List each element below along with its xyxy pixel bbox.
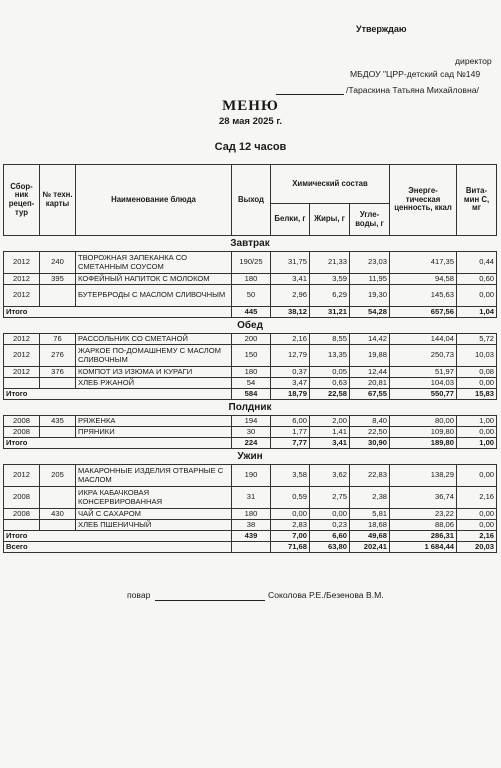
- fat-cell: 2,00: [310, 416, 350, 427]
- total-carbs: 49,68: [350, 531, 390, 542]
- dish-name-cell: РЯЖЕНКА: [76, 416, 232, 427]
- vitamin-cell: 0,44: [457, 252, 497, 274]
- organization-name: МБДОУ "ЦРР-детский сад №149: [350, 69, 481, 79]
- card-cell: [40, 520, 76, 531]
- table-row: [4, 509, 497, 520]
- dish-name-cell: ПРЯНИКИ: [76, 427, 232, 438]
- total-protein: 18,79: [271, 389, 310, 400]
- total-vitamin: 2,16: [457, 531, 497, 542]
- fat-cell: 2,75: [310, 487, 350, 509]
- total-carbs: 67,55: [350, 389, 390, 400]
- output-cell: 190/25: [232, 252, 271, 274]
- menu-body: [4, 236, 497, 553]
- total-row: [4, 389, 497, 400]
- collection-cell: 2008: [4, 416, 40, 427]
- vitamin-cell: 0,00: [457, 520, 497, 531]
- menu-table: [3, 164, 497, 553]
- total-carbs: 30,90: [350, 438, 390, 449]
- collection-cell: [4, 378, 40, 389]
- total-vitamin: 20,03: [457, 542, 497, 553]
- protein-cell: 12,79: [271, 345, 310, 367]
- card-cell: 430: [40, 509, 76, 520]
- vitamin-cell: 10,03: [457, 345, 497, 367]
- col-header-carbs: Угле-воды, г: [350, 204, 390, 236]
- card-cell: 205: [40, 465, 76, 487]
- energy-cell: 145,63: [390, 285, 457, 307]
- carbs-cell: 11,95: [350, 274, 390, 285]
- total-blank: [76, 542, 232, 553]
- energy-cell: 417,35: [390, 252, 457, 274]
- table-row: [4, 416, 497, 427]
- table-row: [4, 520, 497, 531]
- total-protein: 7,77: [271, 438, 310, 449]
- total-vitamin: 1,04: [457, 307, 497, 318]
- total-carbs: 54,28: [350, 307, 390, 318]
- total-label: Всего: [4, 542, 40, 553]
- collection-cell: 2012: [4, 334, 40, 345]
- total-energy: 550,77: [390, 389, 457, 400]
- vitamin-cell: 0,60: [457, 274, 497, 285]
- dish-name-cell: ЖАРКОЕ ПО-ДОМАШНЕМУ С МАСЛОМ СЛИВОЧНЫМ: [76, 345, 232, 367]
- section-row: [4, 318, 497, 334]
- total-row: [4, 307, 497, 318]
- carbs-cell: 22,83: [350, 465, 390, 487]
- col-header-fat: Жиры, г: [310, 204, 350, 236]
- total-energy: 657,56: [390, 307, 457, 318]
- protein-cell: 0,37: [271, 367, 310, 378]
- section-title: Ужин: [4, 449, 497, 465]
- total-label: Итого: [4, 531, 40, 542]
- col-header-protein: Белки, г: [271, 204, 310, 236]
- total-blank: [76, 389, 232, 400]
- collection-cell: 2012: [4, 367, 40, 378]
- grand-total-row: [4, 542, 497, 553]
- energy-cell: 144,04: [390, 334, 457, 345]
- protein-cell: 2,16: [271, 334, 310, 345]
- dish-name-cell: ХЛЕБ ПШЕНИЧНЫЙ: [76, 520, 232, 531]
- output-cell: 30: [232, 427, 271, 438]
- total-protein: 38,12: [271, 307, 310, 318]
- carbs-cell: 23,03: [350, 252, 390, 274]
- section-title: Обед: [4, 318, 497, 334]
- col-header-energy: Энерге-тическая ценность, ккал: [390, 165, 457, 236]
- output-cell: 180: [232, 509, 271, 520]
- total-fat: 63,80: [310, 542, 350, 553]
- total-vitamin: 1,00: [457, 438, 497, 449]
- card-cell: 376: [40, 367, 76, 378]
- dish-name-cell: КОМПОТ ИЗ ИЗЮМА И КУРАГИ: [76, 367, 232, 378]
- card-cell: [40, 427, 76, 438]
- vitamin-cell: 0,00: [457, 285, 497, 307]
- section-row: [4, 400, 497, 416]
- table-row: [4, 285, 497, 307]
- fat-cell: 6,29: [310, 285, 350, 307]
- output-cell: 150: [232, 345, 271, 367]
- output-cell: 200: [232, 334, 271, 345]
- collection-cell: 2012: [4, 345, 40, 367]
- fat-cell: 13,35: [310, 345, 350, 367]
- total-row: [4, 531, 497, 542]
- protein-cell: 31,75: [271, 252, 310, 274]
- output-cell: 194: [232, 416, 271, 427]
- cook-signature-line: [155, 600, 265, 601]
- total-blank: [40, 542, 76, 553]
- cook-label: повар: [127, 590, 151, 600]
- carbs-cell: 12,44: [350, 367, 390, 378]
- energy-cell: 94,58: [390, 274, 457, 285]
- output-cell: 180: [232, 367, 271, 378]
- dish-name-cell: РАССОЛЬНИК СО СМЕТАНОЙ: [76, 334, 232, 345]
- dish-name-cell: ХЛЕБ РЖАНОЙ: [76, 378, 232, 389]
- table-row: [4, 367, 497, 378]
- carbs-cell: 8,40: [350, 416, 390, 427]
- total-row: [4, 438, 497, 449]
- fat-cell: 1,41: [310, 427, 350, 438]
- section-row: [4, 449, 497, 465]
- fat-cell: 0,00: [310, 509, 350, 520]
- fat-cell: 0,23: [310, 520, 350, 531]
- protein-cell: 6,00: [271, 416, 310, 427]
- vitamin-cell: 0,00: [457, 427, 497, 438]
- card-cell: [40, 285, 76, 307]
- protein-cell: 0,00: [271, 509, 310, 520]
- card-cell: 240: [40, 252, 76, 274]
- total-label: Итого: [4, 438, 40, 449]
- table-row: [4, 378, 497, 389]
- energy-cell: 138,29: [390, 465, 457, 487]
- total-label: Итого: [4, 389, 40, 400]
- col-header-dish: Наименование блюда: [76, 165, 232, 236]
- col-header-output: Выход: [232, 165, 271, 236]
- total-fat: 22,58: [310, 389, 350, 400]
- menu-subtitle: Сад 12 часов: [214, 141, 287, 153]
- total-output: 584: [232, 389, 271, 400]
- fat-cell: 21,33: [310, 252, 350, 274]
- total-protein: 7,00: [271, 531, 310, 542]
- approve-label: Утверждаю: [356, 24, 407, 34]
- protein-cell: 3,47: [271, 378, 310, 389]
- collection-cell: 2012: [4, 274, 40, 285]
- fat-cell: 8,55: [310, 334, 350, 345]
- protein-cell: 0,59: [271, 487, 310, 509]
- total-protein: 71,68: [271, 542, 310, 553]
- collection-cell: 2012: [4, 252, 40, 274]
- carbs-cell: 18,68: [350, 520, 390, 531]
- total-output: 445: [232, 307, 271, 318]
- carbs-cell: 5,81: [350, 509, 390, 520]
- dish-name-cell: ЧАЙ С САХАРОМ: [76, 509, 232, 520]
- output-cell: 190: [232, 465, 271, 487]
- dish-name-cell: БУТЕРБРОДЫ С МАСЛОМ СЛИВОЧНЫМ: [76, 285, 232, 307]
- table-row: [4, 345, 497, 367]
- collection-cell: [4, 520, 40, 531]
- fat-cell: 3,59: [310, 274, 350, 285]
- carbs-cell: 14,42: [350, 334, 390, 345]
- cook-names: Соколова Р.Е./Безенова В.М.: [268, 590, 384, 600]
- protein-cell: 3,41: [271, 274, 310, 285]
- col-header-chemical: Химический состав: [271, 165, 390, 204]
- output-cell: 54: [232, 378, 271, 389]
- director-label: директор: [455, 56, 492, 66]
- total-blank: [40, 389, 76, 400]
- carbs-cell: 20,81: [350, 378, 390, 389]
- total-energy: 1 684,44: [390, 542, 457, 553]
- total-output: 224: [232, 438, 271, 449]
- output-cell: 180: [232, 274, 271, 285]
- vitamin-cell: 0,00: [457, 465, 497, 487]
- total-blank: [40, 531, 76, 542]
- collection-cell: 2008: [4, 427, 40, 438]
- protein-cell: 3,58: [271, 465, 310, 487]
- total-blank: [76, 307, 232, 318]
- menu-date: 28 мая 2025 г.: [219, 116, 282, 127]
- dish-name-cell: КОФЕЙНЫЙ НАПИТОК С МОЛОКОМ: [76, 274, 232, 285]
- section-title: Завтрак: [4, 236, 497, 252]
- collection-cell: 2008: [4, 487, 40, 509]
- output-cell: 38: [232, 520, 271, 531]
- page-title: МЕНЮ: [222, 98, 279, 114]
- col-header-collection: Сбор-ник рецеп-тур: [4, 165, 40, 236]
- total-blank: [40, 307, 76, 318]
- fat-cell: 0,63: [310, 378, 350, 389]
- total-output: 439: [232, 531, 271, 542]
- energy-cell: 51,97: [390, 367, 457, 378]
- section-title: Полдник: [4, 400, 497, 416]
- col-header-card: № техн. карты: [40, 165, 76, 236]
- total-fat: 3,41: [310, 438, 350, 449]
- card-cell: 76: [40, 334, 76, 345]
- collection-cell: 2008: [4, 509, 40, 520]
- dish-name-cell: ИКРА КАБАЧКОВАЯ КОНСЕРВИРОВАННАЯ: [76, 487, 232, 509]
- output-cell: 31: [232, 487, 271, 509]
- table-row: [4, 487, 497, 509]
- total-energy: 286,31: [390, 531, 457, 542]
- vitamin-cell: 5,72: [457, 334, 497, 345]
- energy-cell: 36,74: [390, 487, 457, 509]
- protein-cell: 2,96: [271, 285, 310, 307]
- total-vitamin: 15,83: [457, 389, 497, 400]
- card-cell: [40, 487, 76, 509]
- total-fat: 6,60: [310, 531, 350, 542]
- carbs-cell: 19,30: [350, 285, 390, 307]
- total-blank: [40, 438, 76, 449]
- energy-cell: 23,22: [390, 509, 457, 520]
- energy-cell: 109,80: [390, 427, 457, 438]
- vitamin-cell: 0,08: [457, 367, 497, 378]
- total-carbs: 202,41: [350, 542, 390, 553]
- col-header-vitamin: Вита-мин С, мг: [457, 165, 497, 236]
- signatory-name: /Тараскина Татьяна Михайловна/: [346, 85, 479, 95]
- table-row: [4, 252, 497, 274]
- total-energy: 189,80: [390, 438, 457, 449]
- card-cell: 435: [40, 416, 76, 427]
- energy-cell: 88,06: [390, 520, 457, 531]
- total-blank: [76, 531, 232, 542]
- vitamin-cell: 0,00: [457, 509, 497, 520]
- protein-cell: 1,77: [271, 427, 310, 438]
- total-fat: 31,21: [310, 307, 350, 318]
- total-output: [232, 542, 271, 553]
- collection-cell: 2012: [4, 465, 40, 487]
- vitamin-cell: 1,00: [457, 416, 497, 427]
- table-row: [4, 274, 497, 285]
- table-row: [4, 427, 497, 438]
- dish-name-cell: ТВОРОЖНАЯ ЗАПЕКАНКА СО СМЕТАННЫМ СОУСОМ: [76, 252, 232, 274]
- vitamin-cell: 2,16: [457, 487, 497, 509]
- table-row: [4, 334, 497, 345]
- protein-cell: 2,83: [271, 520, 310, 531]
- signature-line: [276, 94, 344, 95]
- dish-name-cell: МАКАРОННЫЕ ИЗДЕЛИЯ ОТВАРНЫЕ С МАСЛОМ: [76, 465, 232, 487]
- table-row: [4, 465, 497, 487]
- total-blank: [76, 438, 232, 449]
- vitamin-cell: 0,00: [457, 378, 497, 389]
- fat-cell: 3,62: [310, 465, 350, 487]
- total-label: Итого: [4, 307, 40, 318]
- carbs-cell: 2,38: [350, 487, 390, 509]
- energy-cell: 250,73: [390, 345, 457, 367]
- card-cell: 395: [40, 274, 76, 285]
- fat-cell: 0,05: [310, 367, 350, 378]
- carbs-cell: 19,88: [350, 345, 390, 367]
- card-cell: 276: [40, 345, 76, 367]
- energy-cell: 80,00: [390, 416, 457, 427]
- energy-cell: 104,03: [390, 378, 457, 389]
- carbs-cell: 22,50: [350, 427, 390, 438]
- output-cell: 50: [232, 285, 271, 307]
- section-row: [4, 236, 497, 252]
- card-cell: [40, 378, 76, 389]
- collection-cell: 2012: [4, 285, 40, 307]
